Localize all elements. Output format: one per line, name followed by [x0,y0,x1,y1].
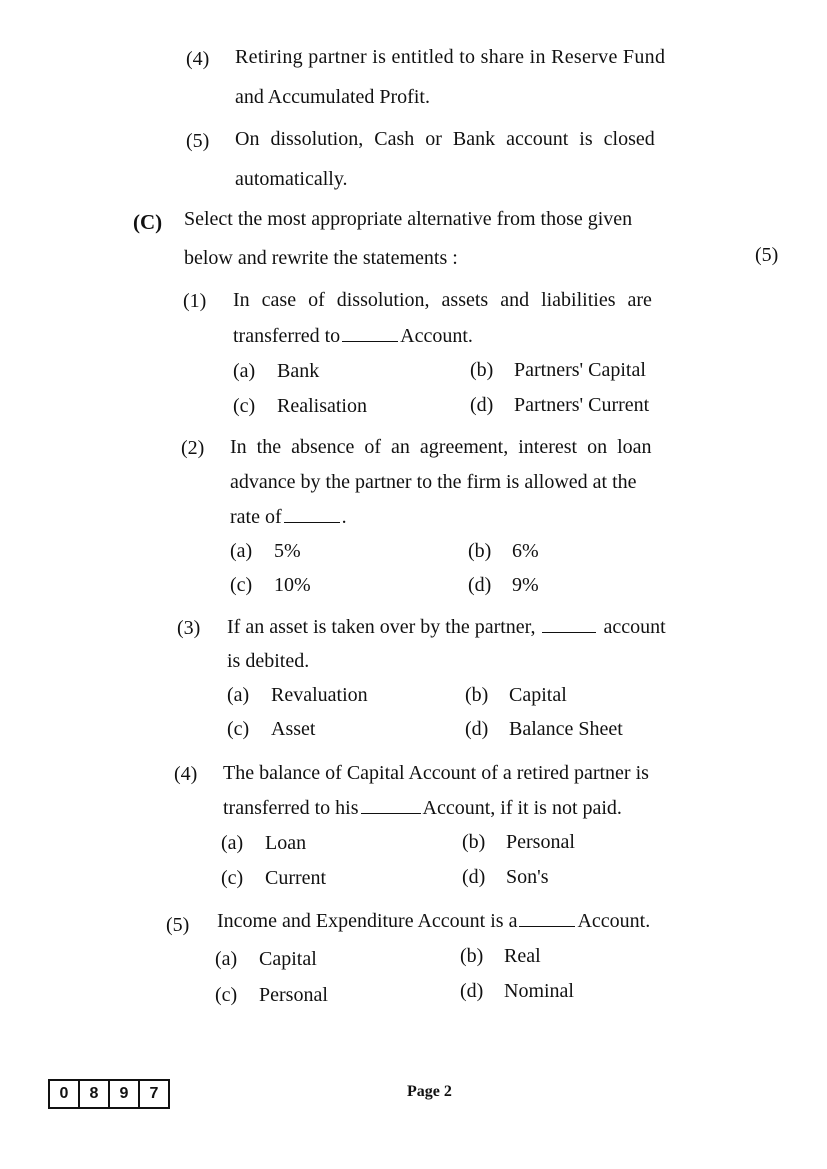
question-4-text-before-blank: transferred to his [223,797,359,819]
question-4-line1: The balance of Capital Account of a retired partner is [223,762,649,784]
question-3-option-b: (b) Capital [465,684,567,706]
question-1-line2 [233,325,473,348]
question-4-blank [361,812,421,814]
page-number: Page 2 [407,1083,452,1100]
question-1-option-a: (a) Bank [233,360,320,382]
question-4-option-b: (b) Personal [462,831,575,853]
question-2-option-d: (d) 9% [468,574,539,596]
question-1-text-after-blank: Account. [400,325,473,347]
question-3-option-a: (a) Revaluation [227,684,368,706]
question-5-option-c: (c) Personal [215,984,328,1006]
question-3-text-before-blank: If an asset is taken over by the partner, [227,616,536,638]
question-3-line1 [227,616,666,639]
section-c-instruction-line1: Select the most appropriate alternative from those given [184,208,633,230]
prev-item-5-line1: On dissolution, Cash or Bank account is closed [235,128,655,150]
question-5-option-d: (d) Nominal [460,980,574,1002]
question-1-option-c: (c) Realisation [233,395,367,417]
question-5-blank [519,925,575,927]
question-2-option-b: (b) 6% [468,540,539,562]
prev-item-4-number: (4) [186,48,210,70]
question-5-text-before-blank: Income and Expenditure Account is a [217,910,518,932]
question-2-line3 [230,506,347,529]
question-2-text-before-blank: rate of [230,506,282,528]
paper-code-digit: 8 [80,1081,110,1107]
prev-item-5-line2: automatically. [235,168,348,190]
question-3-number: (3) [177,617,201,639]
question-3-option-d: (d) Balance Sheet [465,718,623,740]
question-1-blank [342,340,398,342]
question-3-blank [542,631,596,633]
question-4-text-after-blank: Account, if it is not paid. [422,797,622,819]
question-5-number: (5) [166,914,190,936]
prev-item-4-line1: Retiring partner is entitled to share in Reserve Fund [235,46,666,68]
question-4-option-d: (d) Son's [462,866,549,888]
question-1-option-d: (d) Partners' Current [470,394,650,416]
question-2-number: (2) [181,437,205,459]
paper-code-box [48,1079,170,1109]
question-2-line1: In the absence of an agreement, interest on loan [230,436,652,458]
question-1-text-before-blank: transferred to [233,325,341,347]
question-2-text-after-blank: . [341,506,347,528]
question-2-option-c: (c) 10% [230,574,311,596]
question-1-line1: In case of dissolution, assets and liabilities are [233,289,652,311]
question-5-text-after-blank: Account. [577,910,651,932]
paper-code-digit: 9 [110,1081,140,1107]
question-3-option-c: (c) Asset [227,718,316,740]
section-c-label: (C) [133,210,163,234]
prev-item-4-line2: and Accumulated Profit. [235,86,430,108]
question-3-text-after-blank: account [603,616,666,638]
paper-code-digit: 7 [149,1085,159,1102]
question-5-line1 [217,910,650,933]
question-5-option-a: (a) Capital [215,948,317,970]
question-4-number: (4) [174,763,198,785]
question-2-line2: advance by the partner to the firm is allowed at the [230,471,637,493]
section-c-marks: (5) [755,244,779,266]
question-5-option-b: (b) Real [460,945,541,967]
section-c-instruction-line2: below and rewrite the statements : [184,247,458,269]
question-3-line2: is debited. [227,650,310,672]
prev-item-5-number: (5) [186,130,210,152]
question-4-option-a: (a) Loan [221,832,307,854]
paper-code-digit: 0 [50,1081,80,1107]
question-4-option-c: (c) Current [221,867,327,889]
question-1-number: (1) [183,290,207,312]
question-2-blank [284,521,340,523]
question-4-line2 [223,797,622,820]
question-2-option-a: (a) 5% [230,540,301,562]
question-1-option-b: (b) Partners' Capital [470,359,646,381]
